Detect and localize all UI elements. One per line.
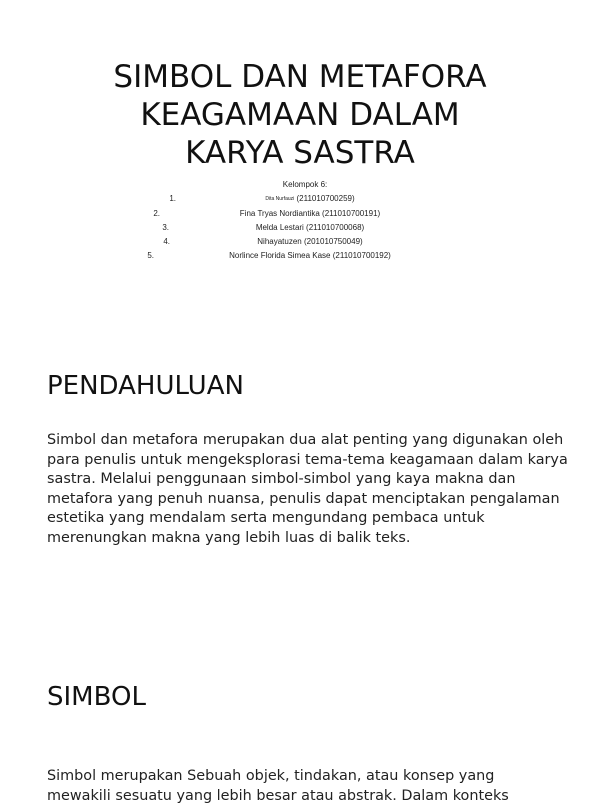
member-number: 5.: [114, 249, 154, 263]
member-name: Fina Tryas Nordiantika (211010700191): [0, 207, 600, 221]
member-number: 4.: [130, 235, 170, 249]
paragraph-line: metafora yang penuh nuansa, penulis dapat menciptakan pengalaman: [47, 490, 567, 510]
title-line-1: SIMBOL DAN METAFORA: [0, 58, 600, 96]
title-line-3: KARYA SASTRA: [0, 134, 600, 172]
group-members-block: [0, 178, 600, 264]
paragraph-line: sastra. Melalui penggunaan simbol-simbol yang kaya makna dan: [47, 470, 567, 490]
member-row: [0, 221, 600, 235]
simbol-paragraph: [47, 767, 567, 806]
paragraph-line: mewakili sesuatu yang lebih besar atau abstrak. Dalam konteks: [47, 787, 567, 806]
paragraph-line: merenungkan makna yang lebih luas di balik teks.: [47, 529, 567, 549]
member-name: Melda Lestari (211010700068): [0, 221, 600, 235]
member-name: [0, 192, 600, 206]
member-row: [0, 192, 600, 206]
group-heading: Kelompok 6:: [0, 178, 600, 192]
member-row: [0, 207, 600, 221]
section-heading-simbol: SIMBOL: [47, 682, 146, 712]
paragraph-line: para penulis untuk mengeksplorasi tema-tema keagamaan dalam karya: [47, 451, 567, 471]
title-line-2: KEAGAMAAN DALAM: [0, 96, 600, 134]
paragraph-line: Simbol dan metafora merupakan dua alat penting yang digunakan oleh: [47, 431, 567, 451]
paragraph-line: estetika yang mendalam serta mengundang pembaca untuk: [47, 509, 567, 529]
member-id: (211010700259): [297, 194, 355, 203]
member-number: 1.: [136, 192, 176, 206]
member-name: Norlince Florida Simea Kase (211010700192): [0, 249, 600, 263]
member-number: 2.: [120, 207, 160, 221]
member-name-small: Dita Nurfauzi: [265, 196, 294, 202]
member-name: Nihayatuzen (201010750049): [0, 235, 600, 249]
member-number: 3.: [129, 221, 169, 235]
paragraph-line: Simbol merupakan Sebuah objek, tindakan, atau konsep yang: [47, 767, 567, 787]
document-title: [0, 58, 600, 172]
member-row: [0, 235, 600, 249]
member-row: [0, 249, 600, 263]
section-heading-pendahuluan: PENDAHULUAN: [47, 371, 244, 401]
intro-paragraph: [47, 431, 567, 548]
